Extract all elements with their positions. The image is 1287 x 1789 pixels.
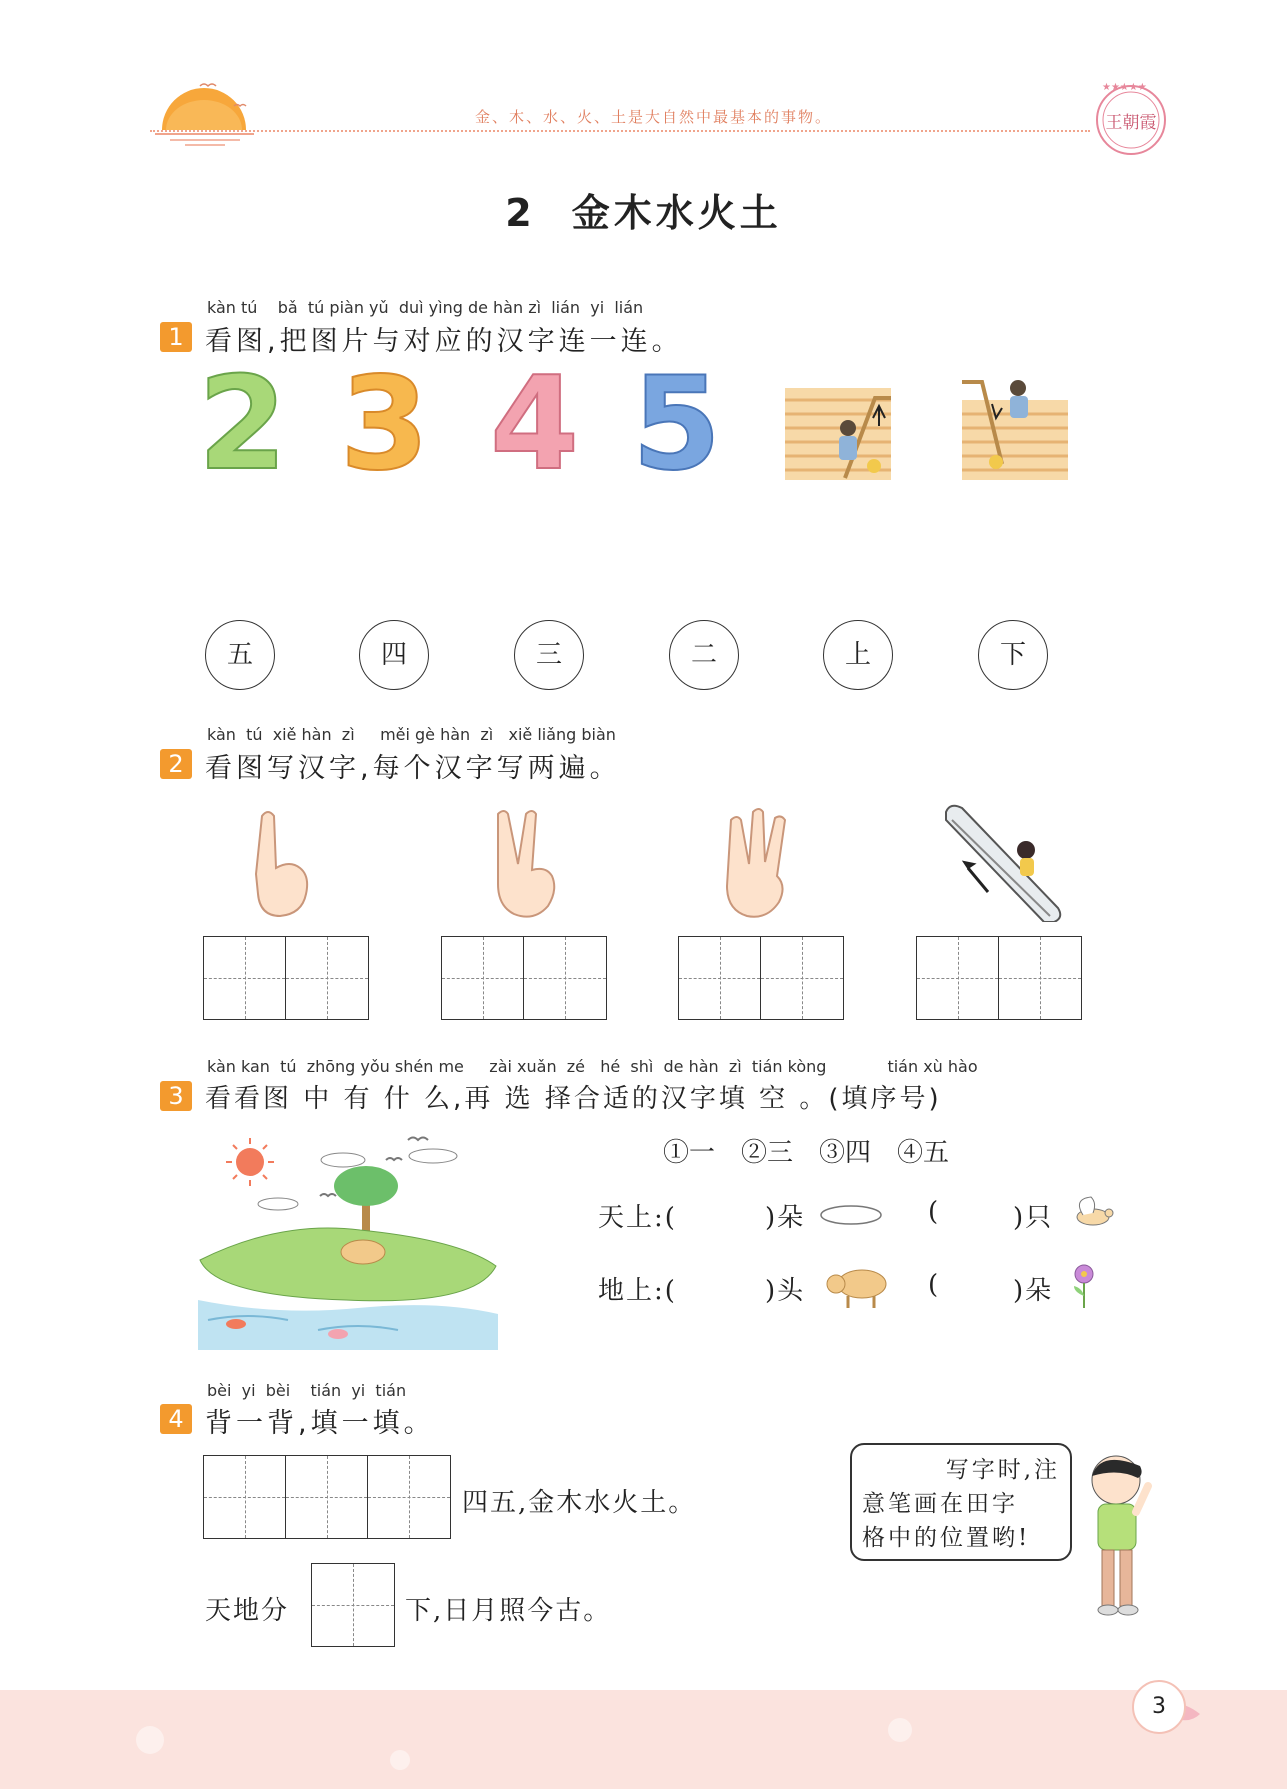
- escalator-down-image[interactable]: [962, 374, 1068, 480]
- sunset-logo-icon: [150, 78, 270, 148]
- tip-bubble: [850, 1443, 1072, 1561]
- grid-cell[interactable]: [442, 937, 524, 1019]
- grid-cell[interactable]: [761, 937, 843, 1019]
- writing-grid-1[interactable]: [203, 936, 369, 1020]
- page-number: 3: [1132, 1680, 1186, 1734]
- digit-5-label: 5: [632, 350, 722, 499]
- grid-cell[interactable]: [286, 937, 368, 1019]
- circle-five[interactable]: 五: [205, 620, 275, 690]
- digit-4-image[interactable]: [490, 350, 580, 499]
- author-stamp: [1092, 80, 1170, 158]
- fill-grid-line2[interactable]: [311, 1563, 395, 1647]
- tip-line-3: 格中的位置哟!: [862, 1525, 1031, 1551]
- q4-badge: 4: [160, 1404, 192, 1434]
- landscape-scene-image: [198, 1130, 498, 1350]
- q3-instruction: 看看图 中 有 什 么,再 选 择合适的汉字填 空 。(填序号): [205, 1084, 942, 1114]
- digit-4-label: 4: [490, 350, 580, 499]
- q1-pinyin: kàn tú bǎ tú piàn yǔ duì yìng de hàn zì lián yi lián: [207, 298, 644, 317]
- grid-cell[interactable]: [524, 937, 606, 1019]
- writing-grid-4[interactable]: [916, 936, 1082, 1020]
- circle-three[interactable]: 三: [514, 620, 584, 690]
- digit-2-image[interactable]: [198, 350, 288, 499]
- sky-cloud-unit: )朵: [765, 1203, 806, 1233]
- verse-line2-suffix: 下,日月照今古。: [405, 1596, 612, 1626]
- digit-5-image[interactable]: [632, 350, 722, 499]
- cloud-icon: [818, 1200, 884, 1230]
- q3-pinyin: kàn kan tú zhōng yǒu shén me zài xuǎn zé hé shì de hàn zì tián kòng tián xù hào: [207, 1057, 978, 1076]
- escalator-girl-image: [940, 800, 1070, 922]
- q2-badge: 2: [160, 749, 192, 779]
- grid-cell[interactable]: [999, 937, 1081, 1019]
- ground-flower-open: (: [928, 1270, 941, 1300]
- lesson-number: 2: [505, 191, 536, 235]
- verse-line2-prefix: 天地分: [205, 1596, 290, 1626]
- q4-pinyin: bèi yi bèi tián yi tián: [207, 1381, 407, 1400]
- grid-cell[interactable]: [368, 1456, 450, 1538]
- q2-instruction: 看图写汉字,每个汉字写两遍。: [205, 753, 621, 784]
- header-motto: 金、木、水、火、土是大自然中最基本的事物。: [475, 108, 833, 126]
- stamp-text: 王朝霞: [1105, 113, 1157, 133]
- tip-line-1: 写字时,注: [945, 1457, 1060, 1483]
- verse-line1: 四五,金木水火土。: [462, 1488, 697, 1518]
- grid-cell[interactable]: [286, 1456, 368, 1538]
- grid-cell[interactable]: [204, 937, 286, 1019]
- circle-up[interactable]: 上: [823, 620, 893, 690]
- digit-3-label: 3: [340, 350, 430, 499]
- fill-grid-line1[interactable]: [203, 1455, 451, 1539]
- q1-instruction: 看图,把图片与对应的汉字连一连。: [205, 326, 683, 357]
- lesson-title: [0, 182, 1287, 237]
- grid-cell[interactable]: [917, 937, 999, 1019]
- digit-3-image[interactable]: [340, 350, 430, 499]
- footer-decoration: [0, 1700, 1287, 1789]
- digit-2-label: 2: [198, 350, 288, 499]
- tip-line-2: 意笔画在田字: [862, 1491, 1018, 1517]
- ground-flower-unit: )朵: [1013, 1276, 1054, 1306]
- header-divider: [150, 130, 1090, 132]
- sky-bird-open: (: [928, 1197, 941, 1227]
- q3-badge: 3: [160, 1081, 192, 1111]
- hand-two-fingers-image: [488, 808, 568, 918]
- ground-label: 地上:(: [598, 1276, 677, 1306]
- q1-badge: 1: [160, 322, 192, 352]
- ground-cow-unit: )头: [765, 1276, 806, 1306]
- writing-grid-3[interactable]: [678, 936, 844, 1020]
- escalator-up-image[interactable]: [785, 378, 891, 480]
- boy-character-image: [1078, 1450, 1158, 1620]
- lesson-title-text: 金木水火土: [571, 191, 782, 235]
- hand-one-finger-image: [250, 808, 320, 918]
- svg-text:★★★★★: ★★★★★: [1102, 82, 1147, 93]
- q3-options: ①一 ②三 ③四 ④五: [663, 1138, 950, 1168]
- writing-grid-2[interactable]: [441, 936, 607, 1020]
- circle-down[interactable]: 下: [978, 620, 1048, 690]
- flower-icon: [1068, 1262, 1100, 1310]
- grid-cell[interactable]: [679, 937, 761, 1019]
- sky-bird-unit: )只: [1013, 1203, 1054, 1233]
- bird-icon: [1065, 1193, 1121, 1235]
- grid-cell[interactable]: [204, 1456, 286, 1538]
- circle-four[interactable]: 四: [359, 620, 429, 690]
- grid-cell[interactable]: [312, 1564, 394, 1646]
- hand-three-fingers-image: [725, 808, 805, 918]
- cow-icon: [822, 1258, 894, 1310]
- sky-label: 天上:(: [598, 1203, 677, 1233]
- q2-pinyin: kàn tú xiě hàn zì měi gè hàn zì xiě liǎng biàn: [207, 725, 616, 744]
- q4-instruction: 背一背,填一填。: [205, 1408, 435, 1439]
- circle-two[interactable]: 二: [669, 620, 739, 690]
